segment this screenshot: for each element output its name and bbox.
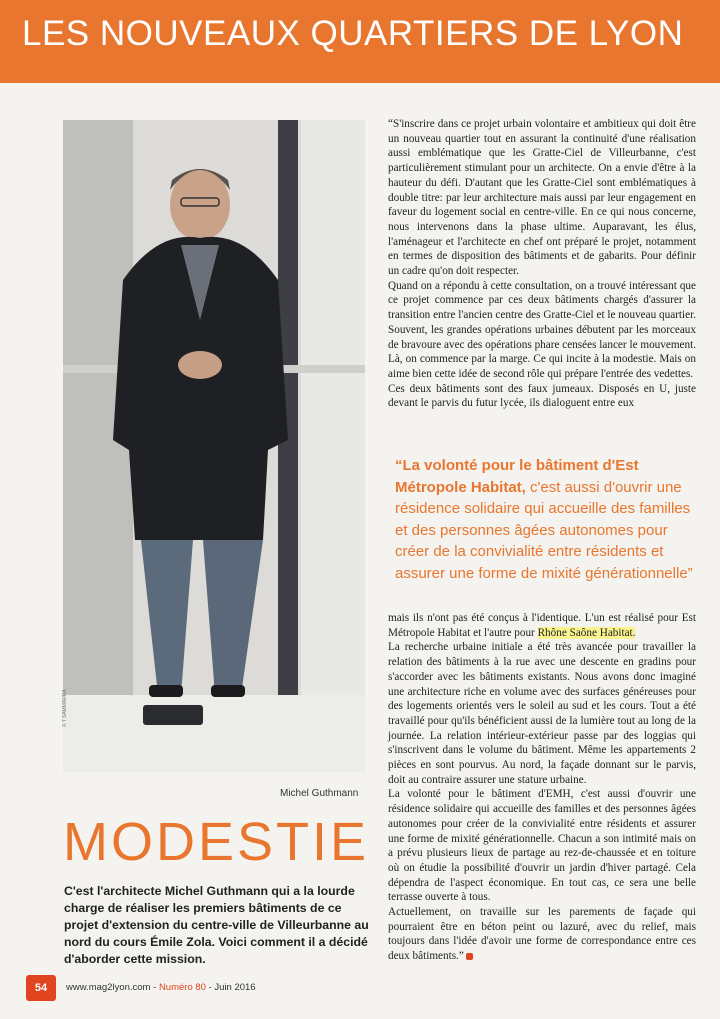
footer-separator: - — [150, 982, 159, 993]
pull-quote-bold: “La volonté pour le bâtiment d'Est Métropole Habitat, — [395, 457, 639, 496]
footer-date: Juin 2016 — [214, 982, 256, 993]
portrait-photo — [63, 120, 365, 772]
footer-issue: Numéro 80 — [158, 982, 206, 993]
pull-quote-text: c'est aussi d'ouvrir une résidence solidaire qui accueille des familles et des personnes âgées autonomes pour créer de la convivialité entre résidents et assurer une forme de mixité générationnelle” — [395, 478, 693, 582]
page-number: 54 — [26, 975, 56, 1001]
body-lead: mais ils n'ont pas été conçus à l'identique. L'un est réalisé pour Est Métropole Habitat et l'autre pour — [388, 612, 696, 639]
footer-line — [66, 982, 256, 993]
body-paragraph: La volonté pour le bâtiment d'EMH, c'est aussi d'ouvrir une résidence solidaire qui accueille des familles et des personnes âgées autonomes pour créer de la convivialité entre résidents et assurer une forme de mixité générationnelle. Chacun a son intimité mais on a prévu plusieurs lieux de partage au rez-de-chaussée et en toiture où on étudie la possibilité d'ouvrir un jardin d'hiver partagé. Cela dépendra de l'aspect économique. En tout cas, ce sera une belle terrasse ouverte à tous. — [388, 788, 696, 904]
article-title: MODESTIE — [63, 812, 370, 872]
body-paragraph: Quand on a répondu à cette consultation, on a trouvé intéressant que ce projet commence par ces deux bâtiments chargés d'assurer la transition entre l'ancien centre des Gratte-Ciel et le nouveau quartier. Souvent, les grandes opérations urbaines débutent par les morceaux de bravoure avec des opérations phare censées lancer le mouvement. Là, on commence par la marge. Ce qui incite à la modestie. Mais on aime bien cette idée de second rôle qui prépare l'entrée des vedettes. — [388, 279, 696, 380]
photo-caption: Michel Guthmann — [280, 788, 359, 799]
footer-separator: - — [205, 982, 215, 993]
body-paragraph — [388, 905, 696, 964]
end-mark-icon — [466, 953, 473, 960]
body-paragraph: La recherche urbaine initiale a été très avancée pour travailler la relation des bâtiments à la rue avec une descente en gradins pour s'accorder avec les bâtiments existants. Nous avons donc imaginé une architecture riche en volume avec des surfaces généreuses pour des logements orientés vers le soleil au sud et les cours. Tout a été travaillé pour qu'ils bénéficient aussi de la lumière tout au long de la journée. La relation intérieur-extérieur passe par des loggias qui s'inscrivent dans le volume du bâtiment. Même les appartements 2 pièces en sont pourvus. Au nord, la façade donnant sur le parvis, doit au contraire assurer une stature urbaine. — [388, 641, 696, 786]
body-paragraph — [388, 611, 696, 640]
highlighted-text: Rhône Saône Habitat. — [537, 626, 636, 639]
section-title: LES NOUVEAUX QUARTIERS DE LYON — [22, 14, 684, 53]
footer-site[interactable]: www.mag2lyon.com — [66, 982, 151, 993]
pull-quote — [395, 455, 697, 585]
article-body-top — [388, 117, 696, 411]
body-paragraph: “S'inscrire dans ce projet urbain volontaire et ambitieux qui doit être un nouveau quartier tout en assurant la continuité d'une réalisation aussi emblématique que les Gratte-Ciel de Villeurbanne, c'est particulièrement stimulant pour un architecte. On a envie d'être à la hauteur du défi. D'autant que les Gratte-Ciel sont emblématiques à double titre: par leur architecture mais aussi par leur engagement en faveur du logement social en centre-ville. En ce qui nous concerne, nous intervenons dans la phase ultime. Auparavant, les élus, l'aménageur et l'architecte en chef ont préparé le projet, notamment en termes de disposition des bâtiments et de gabarits. Pour définir un cadre qu'on doit respecter. — [388, 118, 696, 278]
body-closing: Actuellement, on travaille sur les parements de façade qui pourraient être en béton peint ou lazuré, avec du relief, mais toujours dans l'idée d'avoir une forme de correspondance entre ces deux bâtiments.” — [388, 906, 696, 963]
article-intro: C'est l'architecte Michel Guthmann qui a la lourde charge de réaliser les premiers bâtiments de ce projet d'extension du centre-ville de Villeurbanne au nord du cours Émile Zola. Voici comment il a décidé d'aborder cette mission. — [64, 884, 369, 966]
body-paragraph: Ces deux bâtiments sont des faux jumeaux. Disposés en U, juste devant le parvis du futur lycée, ils dialoguent entre eux — [388, 382, 696, 410]
article-body-bottom — [388, 611, 696, 964]
photo-credit: © T.SAMMARRA — [62, 689, 68, 727]
